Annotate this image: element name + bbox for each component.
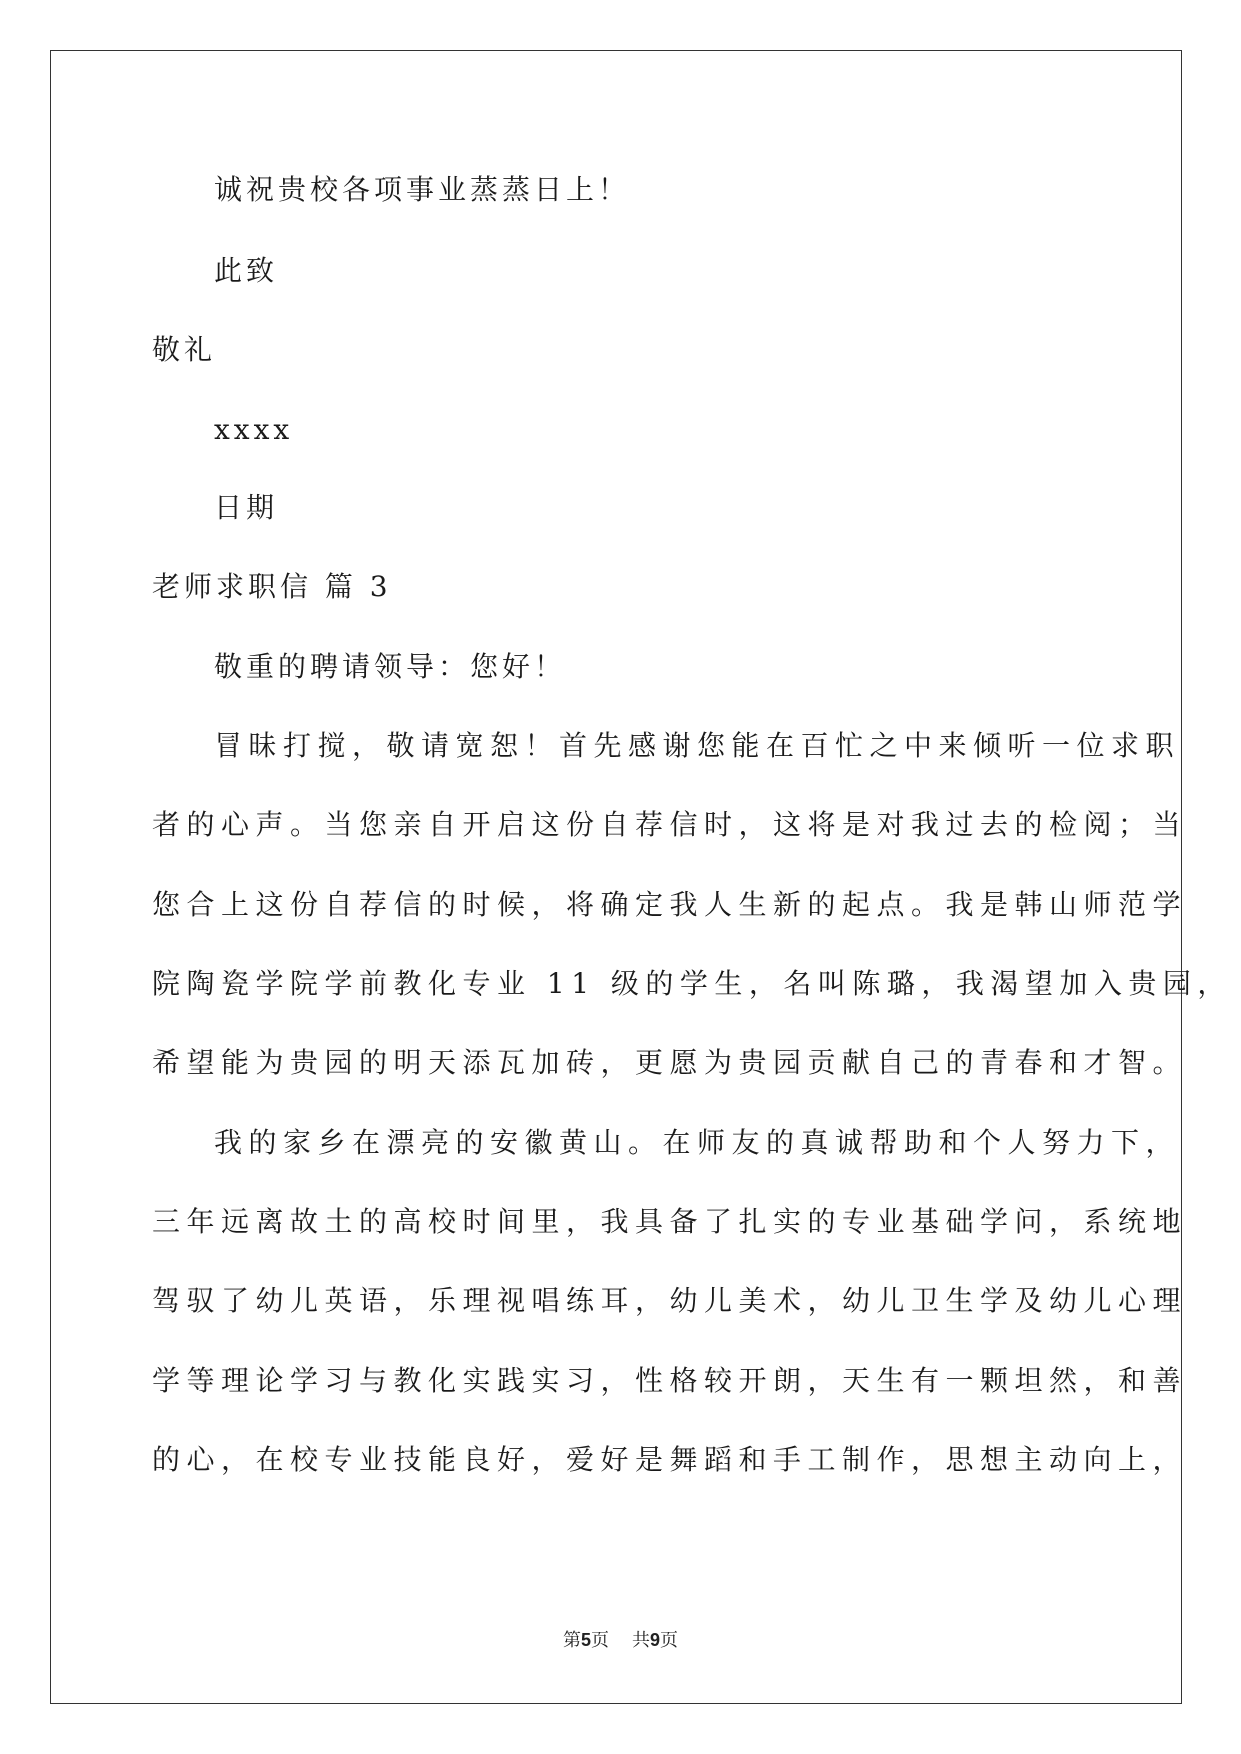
paragraph-line: 驾驭了幼儿英语，乐理视唱练耳，幼儿美术，幼儿卫生学及幼儿心理 [152, 1284, 1188, 1317]
signature-name: xxxx [214, 413, 294, 446]
paragraph-line: 我的家乡在漂亮的安徽黄山。在师友的真诚帮助和个人努力下， [214, 1126, 1181, 1159]
page-total: 9 [649, 1630, 660, 1650]
paragraph-line: 的心，在校专业技能良好，爱好是舞蹈和手工制作，思想主动向上， [152, 1443, 1188, 1476]
page-number-current: 5 [581, 1630, 592, 1650]
paragraph-line: 冒昧打搅，敬请宽恕！首先感谢您能在百忙之中来倾听一位求职 [214, 729, 1181, 762]
page-number-suffix: 页 [591, 1630, 610, 1651]
paragraph-line: 三年远离故土的高校时间里，我具备了扎实的专业基础学问，系统地 [152, 1205, 1188, 1238]
paragraph-line: 学等理论学习与教化实践实习，性格较开朗，天生有一颗坦然，和善 [152, 1364, 1188, 1397]
page-total-prefix: 共 [631, 1630, 650, 1651]
greeting: 敬重的聘请领导：您好！ [214, 650, 567, 683]
closing-wish: 诚祝贵校各项事业蒸蒸日上！ [214, 173, 631, 206]
page-footer [0, 1628, 1241, 1653]
signature-date: 日期 [214, 491, 279, 524]
paragraph-line: 者的心声。当您亲自开启这份自荐信时，这将是对我过去的检阅；当 [152, 808, 1188, 841]
paragraph-line: 您合上这份自荐信的时候，将确定我人生新的起点。我是韩山师范学 [152, 888, 1188, 921]
salutation-cizhi: 此致 [214, 254, 279, 287]
page-total-suffix: 页 [659, 1630, 678, 1651]
paragraph-line: 院陶瓷学院学前教化专业 11 级的学生，名叫陈璐，我渴望加入贵园， [152, 967, 1232, 1000]
section-heading: 老师求职信 篇 3 [152, 570, 392, 603]
salutation-jingli: 敬礼 [152, 333, 217, 366]
page-number-prefix: 第 [563, 1630, 582, 1651]
paragraph-line: 希望能为贵园的明天添瓦加砖，更愿为贵园贡献自己的青春和才智。 [152, 1046, 1188, 1079]
